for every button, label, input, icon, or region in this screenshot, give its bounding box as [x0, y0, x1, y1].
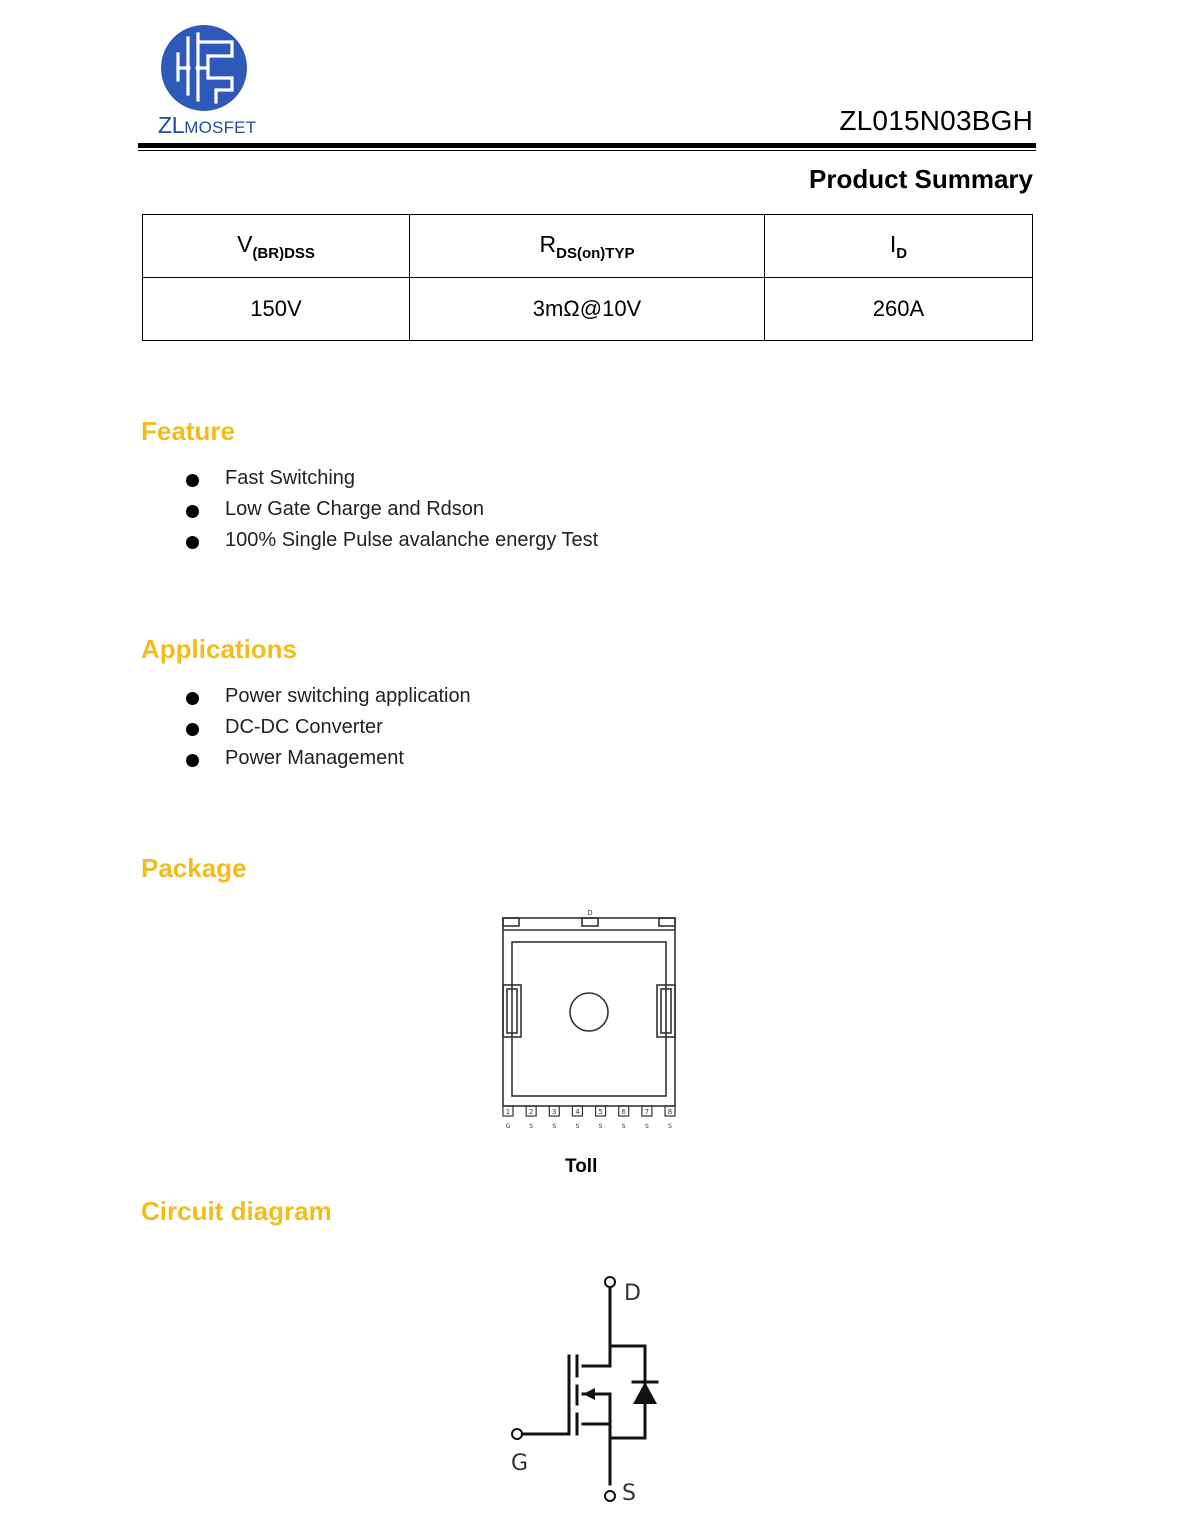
bullet-icon — [186, 692, 199, 705]
bullet-icon — [186, 505, 199, 518]
company-logo — [150, 22, 270, 140]
pin-number: 7 — [644, 1108, 650, 1116]
pin-function: S — [529, 1123, 534, 1130]
pin-function: G — [505, 1123, 511, 1130]
pin-function: S — [552, 1123, 557, 1130]
table-row — [143, 278, 1033, 341]
bullet-icon — [186, 536, 199, 549]
pin-number: 4 — [575, 1108, 580, 1116]
pin-function: S — [621, 1123, 626, 1130]
table-cell: 3mΩ@10V — [410, 278, 765, 341]
applications-heading: Applications — [141, 634, 298, 664]
pin-label-drain: D — [587, 909, 593, 917]
table-header-cell: $I_D$ — [765, 215, 1033, 278]
logo-emblem-icon — [160, 24, 252, 112]
table-header-cell: $V_{(BR)DSS}$ — [143, 215, 410, 278]
gate-label: G — [511, 1451, 529, 1476]
table-header-cell: $R_{DS(on)TYP}$ — [410, 215, 765, 278]
pin-function: S — [644, 1123, 649, 1130]
pin-number: 1 — [505, 1108, 511, 1116]
package-pins — [503, 1106, 675, 1130]
channel-arrow-icon — [583, 1388, 595, 1400]
bullet-icon — [186, 474, 199, 487]
pin-number: 6 — [621, 1108, 626, 1116]
logo-wordmark: ZLMOSFET — [158, 112, 257, 138]
table-header-row — [143, 215, 1033, 278]
pin-number: 2 — [528, 1108, 534, 1116]
pin-number: 3 — [552, 1108, 557, 1116]
pin-function: S — [598, 1123, 603, 1130]
package-caption: Toll — [565, 1156, 598, 1177]
pin-function: S — [668, 1123, 672, 1130]
source-label: S — [622, 1481, 636, 1506]
mosfet-circuit-symbol — [505, 1270, 675, 1510]
pin-number: 8 — [667, 1108, 673, 1116]
package-heading: Package — [141, 853, 247, 883]
toll-package-drawing — [497, 906, 683, 1134]
header-rule — [138, 143, 1036, 148]
circuit-diagram-heading: Circuit diagram — [141, 1196, 332, 1226]
part-number: ZL015N03BGH — [839, 105, 1033, 136]
body-diode-icon — [633, 1382, 657, 1404]
header-rule-thin — [138, 150, 1036, 151]
product-summary-title: Product Summary — [809, 164, 1033, 194]
bullet-icon — [186, 723, 199, 736]
product-summary-table — [142, 214, 1033, 341]
pin-function: S — [575, 1123, 580, 1130]
bullet-icon — [186, 754, 199, 767]
drain-label: D — [624, 1281, 641, 1306]
table-cell: 260A — [765, 278, 1033, 341]
table-cell: 150V — [143, 278, 410, 341]
feature-heading: Feature — [141, 416, 235, 446]
pin-number: 5 — [598, 1108, 603, 1116]
